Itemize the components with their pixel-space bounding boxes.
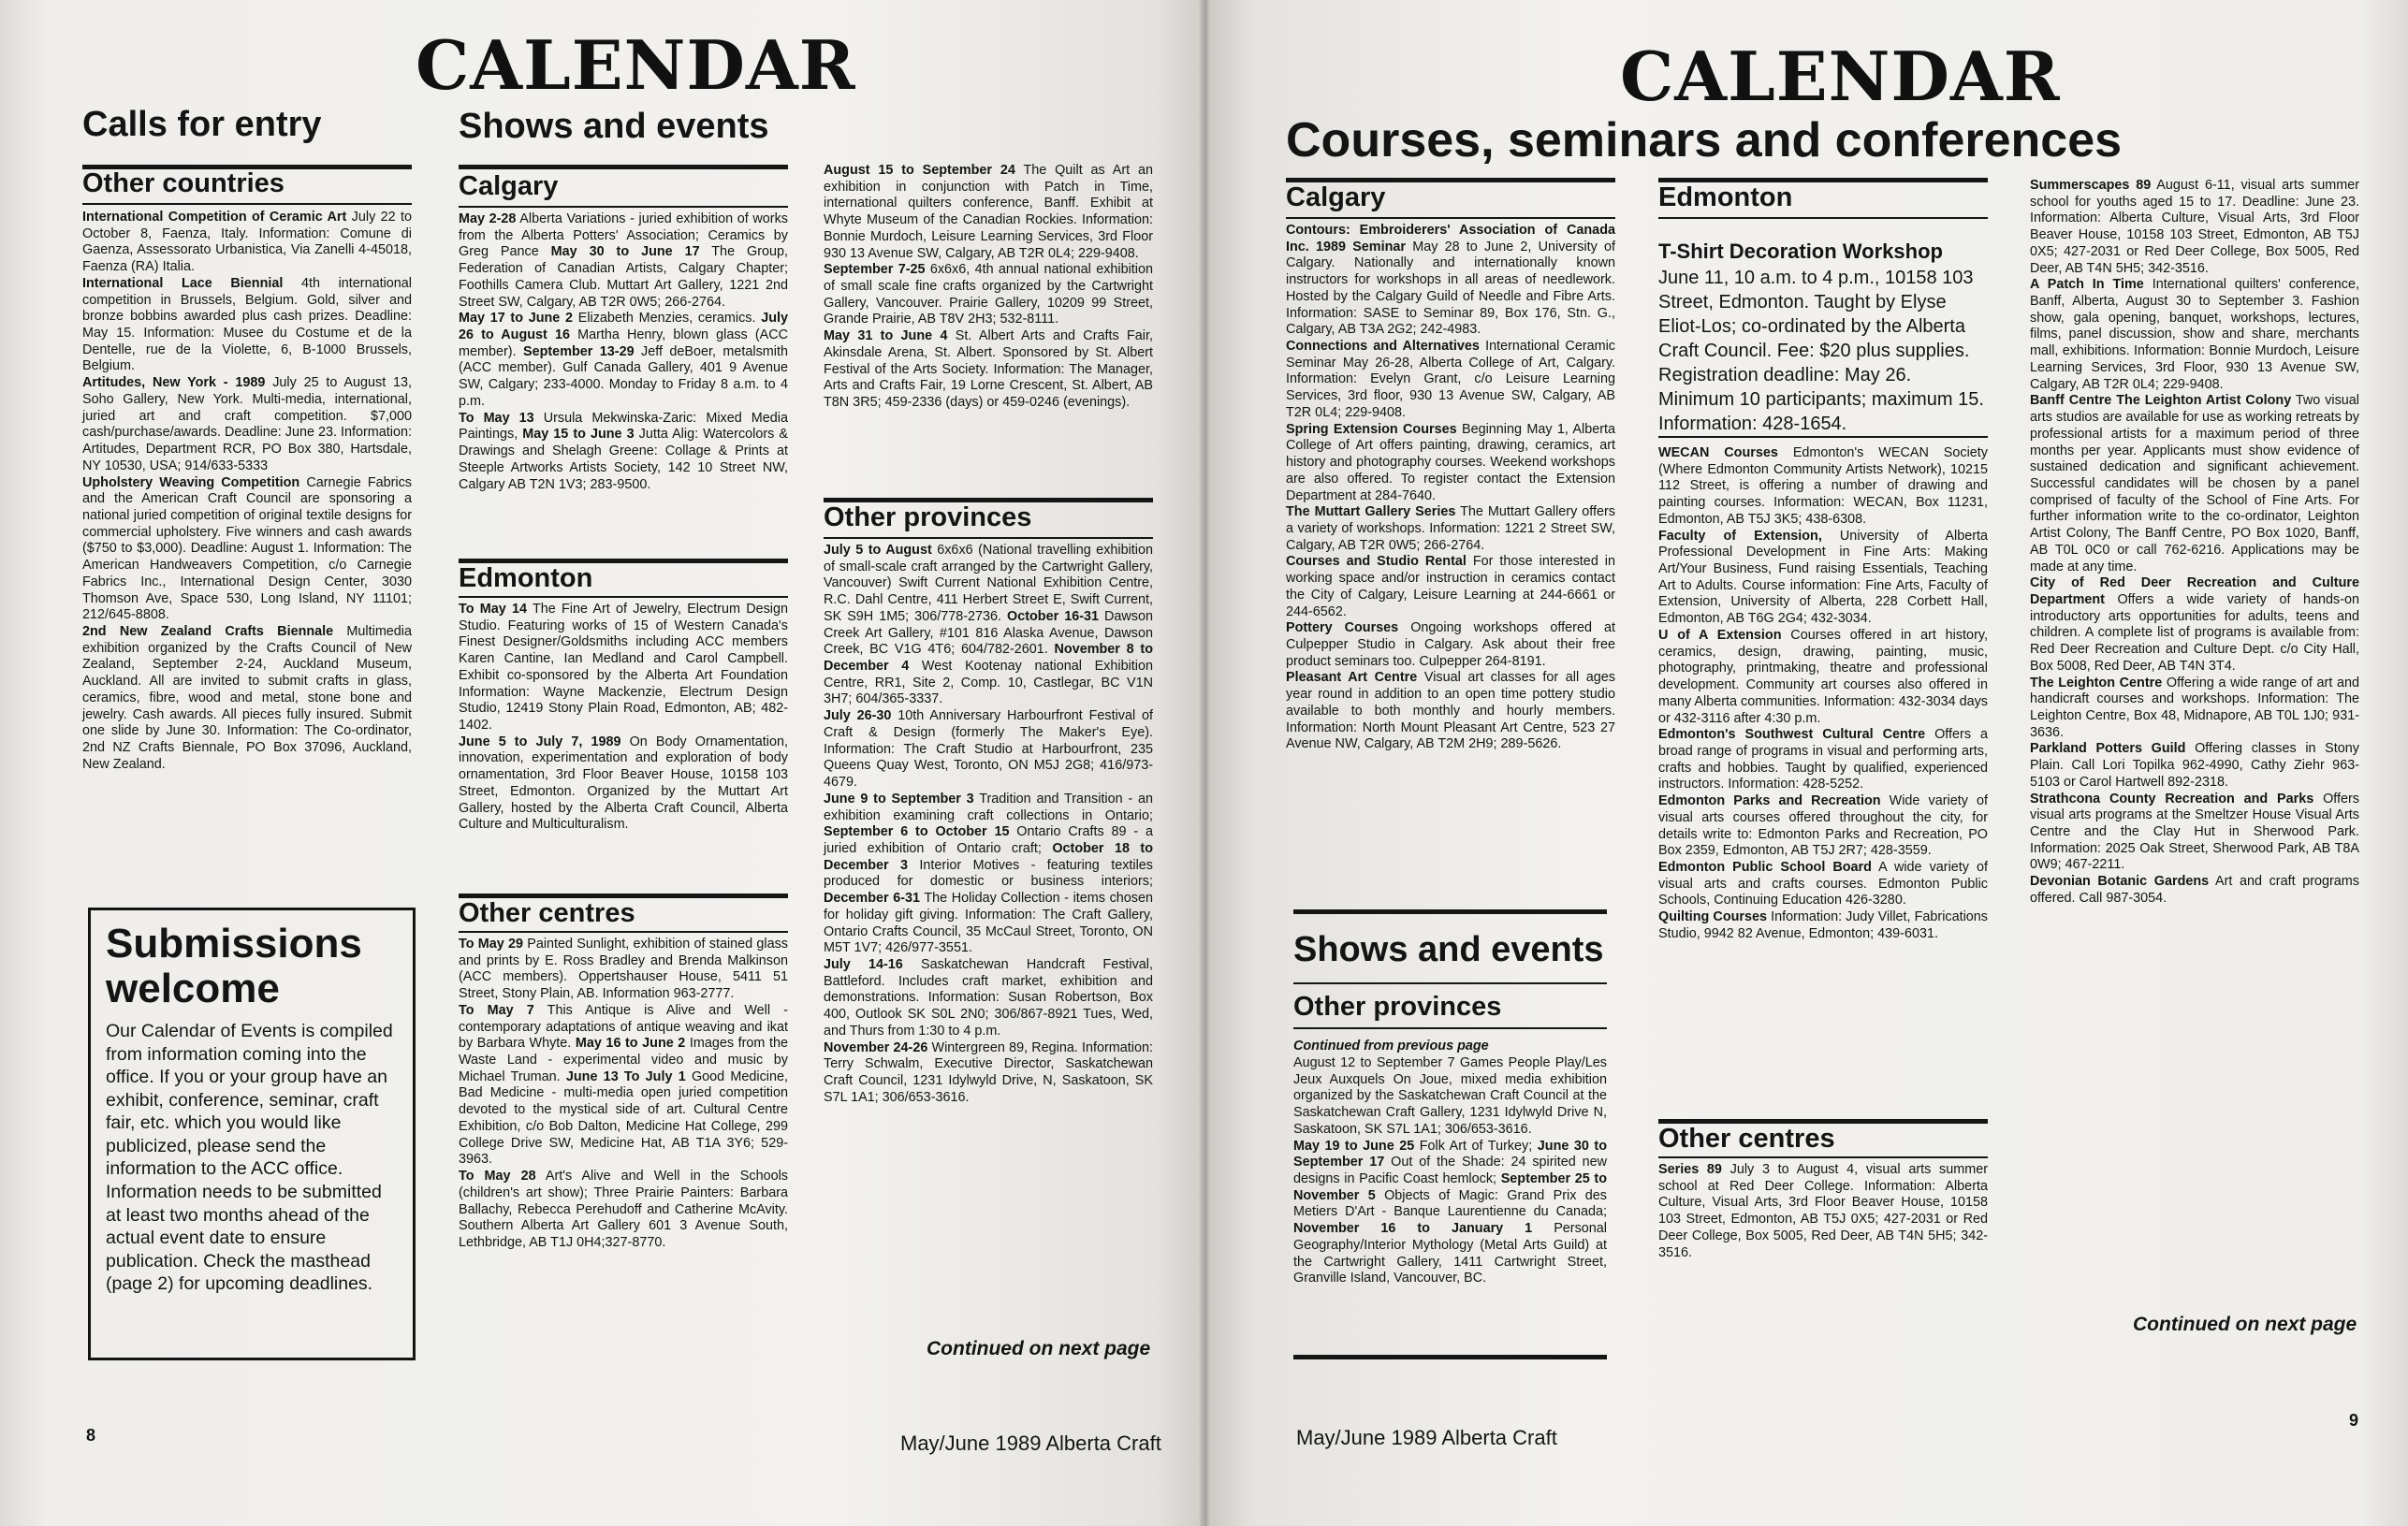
edmonton-shows-listings	[459, 602, 788, 834]
listing-entry: Edmonton's Southwest Cultural Centre Offers a broad range of programs in visual and performing arts, crafts and hobbies. Taught by qualified, experienced instructors. Information: 428-5252.	[1658, 727, 1989, 792]
right-footer: May/June 1989 Alberta Craft	[1296, 1426, 1557, 1449]
listing-entry: To May 28 Art's Alive and Well in the Schools (children's art show); Three Prairie Painters: Barbara Ballachy, Rebecca Perehudoff and Catherine McAvity. Southern Alberta Art Gallery 601 3 Avenue South, Lethbridge, AB T1J 0H4;327-8770.	[459, 1169, 788, 1250]
listing-entry: May 2-28 Alberta Variations - juried exhibition of works from the Alberta Potters' Association; Ceramics by Greg Pance May 30 to June 17 The Group, Federation of Canadian Artists, Calgary Chapter; Foothills Camera Club. Muttart Art Gallery, 1221 2nd Street SW, Calgary, AB T2R 0W5; 266-2764.	[459, 211, 788, 310]
left-footer: May/June 1989 Alberta Craft	[900, 1432, 1161, 1455]
listing-entry: Devonian Botanic Gardens Art and craft programs offered. Call 987-3054.	[2030, 874, 2359, 906]
listing-entry: May 31 to June 4 St. Albert Arts and Crafts Fair, Akinsdale Arena, St. Albert. Sponsored by St. Albert Festival of the Arts Society. Information: The Manager, Arts and Crafts Fair, 19 Lorne Crescent, St. Albert, AB T8N 3R5; 459-2336 (days) or 459-0246 (evenings).	[824, 328, 1153, 411]
listing-entry: Connections and Alternatives International Ceramic Seminar May 26-28, Alberta College of Art, Calgary. Information: Evelyn Grant, c/o Leisure Learning Services, 3rd floor, 930 13 Avenue SW, Calgary, AB T2R 0L4; 229-9408.	[1286, 339, 1615, 420]
listing-entry: November 24-26 Wintergreen 89, Regina. Information: Terry Schwalm, Executive Director, Saskatchewan Craft Council, 1231 Idylwyld Drive, N, Saskatoon, SK S7L 1A1; 306/653-3616.	[824, 1039, 1154, 1105]
listing-entry: WECAN Courses Edmonton's WECAN Society (Where Edmonton Community Artists Network), 10215 112 Street, is offering a number of drawing and painting courses. Information: WECAN, Box 11231, Edmonton, AB T5J 3K5; 438-6308.	[1658, 445, 1988, 527]
listing-entry: Artitudes, New York - 1989 July 25 to August 13, Soho Gallery, New York. Multi-media, international, juried art and craft competition. $7,000 cash/purchase/awards. Deadline: June 23. Information: Artitudes, Department RCR, PO Box 380, Hartsdale, NY 10530, USA; 914/633-5333	[82, 375, 412, 473]
other-centres-heading: Other centres	[459, 898, 635, 928]
edmonton-heading: Edmonton	[459, 563, 593, 593]
right-shows-rule	[1293, 982, 1607, 984]
listing-entry: Quilting Courses Information: Judy Villet, Fabrications Studio, 9942 82 Avenue, Edmonton; 439-6031.	[1658, 909, 1988, 941]
tshirt-workshop-text: June 11, 10 a.m. to 4 p.m., 10158 103 Street, Edmonton. Taught by Elyse Eliot-Los; co-ordinated by the Alberta Craft Council. Fee: $20 plus supplies. Registration deadline: May 26. Minimum 10 participants; maximum 15. Information: 428-1654.	[1658, 267, 1984, 434]
listing-entry: Strathcona County Recreation and Parks Offers visual arts programs at the Smeltzer House Visual Arts Centre and the Clay Hut in Sherwood Park. Information: 2025 Oak Street, Sherwood Park, AB T8A 0W9; 467-2211.	[2030, 791, 2360, 873]
listing-entry: Contours: Embroiderers' Association of Canada Inc. 1989 Seminar May 28 to June 2, University of Calgary. Nationally and internationally known instructors for workshops in all areas of needlework. Hosted by the Calgary Guild of Needle and Fibre Arts. Information: SASE to Seminar 89, Box 176, Stn. G., Calgary, AB T3A 2G2; 242-4983.	[1286, 223, 1615, 338]
listing-entry: To May 14 The Fine Art of Jewelry, Electrum Design Studio. Featuring works of 15 of Western Canada's Finest Designer/Goldsmiths including ACC members Karen Cantine, Ian Medland and Carol Campbell. Exhibit co-sponsored by the Alberta Art Foundation Information: Wayne Mackenzie, Electrum Design Studio, 12419 Stony Plain Road, Edmonton, AB; 482-1402.	[459, 602, 788, 734]
other-provinces-heading: Other provinces	[824, 502, 1032, 532]
listing-entry: To May 29 Painted Sunlight, exhibition of stained glass and prints by E. Ross Bradley and Brenda Malkinson (ACC members). Oppertshauser House, 5411 51 Street, Stony Plain, AB. Information 963-2777.	[459, 937, 788, 1002]
edmonton-courses-rule	[1658, 217, 1988, 219]
listing-entry: May 19 to June 25 Folk Art of Turkey; June 30 to September 17 Out of the Shade: 24 spirited new designs in Pacific Coast hemlock; September 25 to November 5 Objects of Magic: Grand Prix des Metiers D'Art - Banque Laurentienne du Canada; November 16 to January 1 Personal Geography/Interior Mythology (Metal Arts Guild) at the Cartwright Gallery, 1411 Cartwright Street, Granville Island, Vancouver, BC.	[1293, 1138, 1608, 1286]
submissions-title-line1: Submissions	[106, 921, 362, 966]
listing-entry: Edmonton Parks and Recreation Wide variety of visual arts courses offered throughout the city, for details write to: Edmonton Parks and Recreation, PO Box 2359, Edmonton, AB T5J 2R7; 428-3559.	[1658, 793, 1988, 859]
edmonton-courses-heading: Edmonton	[1658, 182, 1793, 212]
right-page	[1204, 0, 2408, 1526]
courses-seminars-heading: Courses, seminars and conferences	[1286, 113, 2123, 167]
listing-entry: Banff Centre The Leighton Artist Colony Two visual arts studios are available for use as working retreats by professional artists for a maximum period of three months per year. Applicants must show evidence of sustained dedication and significant achievement. Successful candidates will be chosen by a panel comprised of faculty of the School of Fine Arts. For further information write to the co-ordinator, Leighton Artist Colony, The Banff Centre, PO Box 1020, Banff, AB T0L 0C0 or call 762-6216. Applications may be made at any time.	[2030, 393, 2360, 574]
right-other-provinces-heading: Other provinces	[1293, 992, 1502, 1022]
listing-entry: Summerscapes 89 August 6-11, visual arts summer school for youths aged 15 to 17. Deadline: June 23. Information: Alberta Culture, Visual Arts, 3rd Floor Beaver House, 10158 103 Street, Edmonton, AB T5J 0X5; 427-2031 or Red Deer College, Box 5005, Red Deer, AB T4N 5H5; 342-3516.	[2030, 178, 2359, 276]
right-page-number: 9	[2349, 1411, 2359, 1430]
listing-entry: To May 7 This Antique is Alive and Well - contemporary adaptations of antique weaving and ikat by Barbara Whyte. May 16 to June 2 Images from the Waste Land - experimental video and music by Michael Truman. June 13 To July 1 Good Medicine, Bad Medicine - multi-media open juried competition devoted to the mystical side of art. Cultural Centre Exhibition, c/o Bob Dalton, Medicine Hat College, 299 College Drive SW, Medicine Hat, AB T1A 3Y6; 529-3963.	[459, 1002, 788, 1168]
left-page-number: 8	[86, 1426, 96, 1445]
edmonton-courses-listings	[1658, 445, 1988, 943]
shows-events-bottom-rule	[1293, 1355, 1607, 1359]
shows-heading-rule	[459, 165, 788, 169]
listing-entry: A Patch In Time International quilters' conference, Banff, Alberta, August 30 to September 3. Fashion show, gala opening, banquet, workshops, lectures, films, panel discussion, show and share, merchants mall, exhibitions. Information: Bonnie Murdoch, Leisure Learning Services, 3rd Floor, 930 13 Avenue SW, Calgary, AB T2R 0L4; 229-9408.	[2030, 277, 2359, 392]
other-centres-rule	[459, 931, 788, 933]
listing-entry: June 5 to July 7, 1989 On Body Ornamentation, innovation, experimentation and exploration of body ornamentation, 3rd Floor Beaver House, 10158 103 Street, Edmonton. Organized by the Muttart Art Gallery, hosted by the Alberta Craft Council, Alberta Culture and Multiculturalism.	[459, 734, 788, 833]
listing-entry: To May 13 Ursula Mekwinska-Zaric: Mixed Media Paintings, May 15 to June 3 Jutta Alig: Watercolors & Drawings and Shelagh Greene: Collage & Prints at Steeple Artworks Artists Society, 142 10 Street NW, Calgary AB T2N 1V3; 283-9500.	[459, 410, 788, 492]
listing-entry: 2nd New Zealand Crafts Biennale Multimedia exhibition organized by the Crafts Council of New Zealand, September 2-24, Auckland Museum, Auckland. All are invited to submit crafts in glass, ceramics, fibre, wood and metal, stone bone and jewelry. Cash awards. All pieces fully insured. Submit one slide by June 30. Information: The Co-ordinator, 2nd NZ Crafts Biennale, PO Box 37096, Auckland, New Zealand.	[82, 623, 413, 772]
listing-entry: The Leighton Centre Offering a wide range of art and handicraft courses and workshops. Information: The Leighton Centre, Box 48, Midnapore, AB T0L 1J0; 931-3636.	[2030, 675, 2359, 740]
right-shows-and-events-heading: Shows and events	[1293, 930, 1604, 969]
calgary-heading: Calgary	[459, 171, 559, 201]
shows-events-top-rule	[1293, 909, 1607, 914]
alberta-shows-listings	[824, 163, 1153, 412]
submissions-title-line2: welcome	[106, 965, 280, 1011]
listing-entry: August 15 to September 24 The Quilt as Art an exhibition in conjunction with Patch in Time, international quilters conference, Banff. Exhibit at Whyte Museum of the Canadian Rockies. Information: Bonnie Murdoch, Leisure Learning Services, 3rd Floor 930 13 Avenue SW, Calgary, AB T2R 0L4; 229-9408.	[824, 163, 1154, 261]
other-provinces-rule	[824, 537, 1153, 539]
listing-entry: Edmonton Public School Board A wide variety of visual arts and crafts courses. Edmonton Public Schools, Continuing Education 426-3280.	[1658, 859, 1988, 908]
listing-entry: Courses and Studio Rental For those interested in working space and/or instruction in ceramics contact the City of Calgary, Leisure Learning at 244-6661 or 244-6562.	[1286, 554, 1616, 619]
listing-entry: August 12 to September 7 Games People Play/Les Jeux Auxquels On Joue, mixed media exhibition organized by the Saskatchewan Craft Council at the Saskatchewan Craft Gallery, 1231 Idylwyld Drive N, Saskatoon, SK S7L 1A1; 306/653-3616.	[1293, 1055, 1607, 1137]
calgary-courses-heading: Calgary	[1286, 182, 1386, 212]
submissions-text: Our Calendar of Events is compiled from information coming into the office. If you or your group have an exhibit, conference, seminar, craft fair, etc. which you would like publicized, please send the information to the ACC office. Information needs to be submitted at least two months ahead of the actual event date to ensure publication. Check the masthead (page 2) for upcoming deadlines.	[106, 1021, 393, 1295]
other-countries-listings	[82, 210, 412, 773]
tshirt-workshop-title: T-Shirt Decoration Workshop	[1658, 240, 1943, 263]
tshirt-workshop-feature	[1658, 239, 1988, 436]
submissions-box	[88, 908, 416, 1360]
listing-entry: U of A Extension Courses offered in art history, ceramics, design, drawing, painting, music, photography, printmaking, theatre and professional development. Community art courses also offered in many Alberta communities. Information: 432-3034 days or 432-3116 after 4:30 p.m.	[1658, 627, 1988, 726]
right-other-provinces-listings	[1293, 1055, 1607, 1287]
feature-bottom-rule	[1658, 436, 1988, 438]
listing-entry: City of Red Deer Recreation and Culture Department Offers a wide variety of hands-on introductory arts opportunities for adults, teens and children. A complete list of programs is available from: Red Deer Recreation and Culture Dept. c/o City Hall, Box 5008, Red Deer, AB T4N 3T4.	[2030, 575, 2359, 674]
left-continued-note: Continued on next page	[927, 1338, 1151, 1359]
listing-entry: May 17 to June 2 Elizabeth Menzies, ceramics. July 26 to August 16 Martha Henry, blown glass (ACC member). September 13-29 Jeff deBoer, metalsmith (ACC member). Gulf Canada Gallery, 401 9 Avenue SW, Calgary; 233-4000. Monday to Friday 8 a.m. to 4 p.m.	[459, 311, 789, 409]
continued-from-previous-text: Continued from previous page	[1293, 1039, 1489, 1054]
listing-entry: Faculty of Extension, University of Alberta Professional Development in Fine Arts: Making Art/Your Business, Fund raising Essentials, Teaching Art to Adults. Course information: Fine Arts, Faculty of Extension, University of Alberta, 228 Corbett Hall, Edmonton, AB T6G 2G4; 432-3034.	[1658, 528, 1989, 627]
other-centres-courses-listings	[1658, 1162, 1988, 1261]
listing-entry: July 26-30 10th Anniversary Harbourfront Festival of Craft & Design (formerly The Maker's Eye). Information: The Craft Studio at Harbourfront, 235 Queens Quay West, Toronto, ON M5J 2G8; 416/973-4679.	[824, 708, 1153, 791]
other-provinces-shows-listings	[824, 543, 1153, 1106]
listing-entry: September 7-25 6x6x6, 4th annual national exhibition of small scale fine crafts organized by the Cartwright Gallery, Vancouver. Prairie Gallery, 10209 99 Street, Grande Prairie, AB T8V 2H3; 532-8111.	[824, 262, 1153, 327]
listing-entry: Pleasant Art Centre Visual art classes for all ages year round in addition to an open time pottery studio available to both monthly and hourly members. Information: North Mount Pleasant Art Centre, 523 27 Avenue NW, Calgary, AB T2M 2H9; 289-5626.	[1286, 670, 1615, 752]
other-countries-rule	[82, 203, 412, 205]
more-courses-listings	[2030, 178, 2359, 908]
listing-entry: June 9 to September 3 Tradition and Transition - an exhibition examining craft collections in Ontario; September 6 to October 15 Ontario Crafts 89 - a juried exhibition of Ontario craft; October 18 to December 3 Interior Motives - featuring textiles produced for domestic or business interiors; December 6-31 The Holiday Collection - items chosen for holiday gift giving. Information: The Craft Gallery, Ontario Crafts Council, 35 McCaul Street, Toronto, ON M5T 1V7; 426/977-3551.	[824, 791, 1153, 956]
listing-entry: Spring Extension Courses Beginning May 1, Alberta College of Art offers painting, drawing, ceramics, art history and photography courses. Weekend workshops are also offered. To register contact the Extension Department at 284-7640.	[1286, 421, 1616, 503]
listing-entry: Parkland Potters Guild Offering classes in Stony Plain. Call Lori Topilka 962-4990, Cathy Ziehr 963-5103 or Carol Hartwell 892-2318.	[2030, 741, 2359, 790]
listing-entry: The Muttart Gallery Series The Muttart Gallery offers a variety of workshops. Information: 1221 2 Street SW, Calgary, AB T2R 0W5; 266-2764.	[1286, 504, 1615, 553]
right-continued-note: Continued on next page	[2133, 1314, 2357, 1335]
calls-for-entry-heading: Calls for entry	[82, 105, 322, 144]
calgary-courses-listings	[1286, 223, 1615, 753]
calgary-shows-listings	[459, 211, 788, 493]
listing-entry: Upholstery Weaving Competition Carnegie Fabrics and the American Craft Council are sponsoring a national juried competition of original textile designs for commercial upholstery. Five winners and cash awards ($750 to $3,000). Deadline: August 1. Information: The American Handweavers Competition, c/o Carnegie Fabrics Inc., International Design Center, 3030 Thomson Ave, Space 530, Long Island, NY 11101; 212/645-8808.	[82, 474, 412, 623]
listing-entry: International Lace Biennial 4th international competition in Brussels, Belgium. Gold, silver and bronze bobbins awarded plus cash prizes. Deadline: May 15. Information: Musee du Costume et de la Dentelle, rue de la Violette, 6, B-1000 Brussels, Belgium.	[82, 275, 412, 374]
other-centres-shows-listings	[459, 937, 788, 1252]
edmonton-rule	[459, 596, 788, 598]
listing-entry: Pottery Courses Ongoing workshops offered at Culpepper Studio in Calgary. Ask about their free product seminars too. Culpepper 264-8191.	[1286, 620, 1615, 669]
other-centres-courses-heading: Other centres	[1658, 1124, 1835, 1154]
listing-entry: International Competition of Ceramic Art July 22 to October 8, Faenza, Italy. Information: Comune di Gaenza, Assessorato Urbanistica, Via Zanelli 4-45018, Faenza (RA) Italia.	[82, 210, 412, 275]
left-masthead: CALENDAR	[416, 25, 856, 105]
calgary-rule	[459, 206, 788, 208]
shows-and-events-heading: Shows and events	[459, 107, 769, 146]
right-other-provinces-rule	[1293, 1027, 1607, 1029]
other-centres-courses-rule	[1658, 1156, 1988, 1158]
continued-from-previous	[1293, 1039, 1607, 1055]
other-countries-heading: Other countries	[82, 168, 285, 198]
right-masthead: CALENDAR	[1620, 36, 2061, 116]
listing-entry: Series 89 July 3 to August 4, visual arts summer school at Red Deer College. Information: Alberta Culture, Visual Arts, 3rd Floor Beaver House, 10158 103 Street, Edmonton, AB T5J 0X5; 427-2031 or Red Deer College, Box 5005, Red Deer, AB T4N 5H5; 342-3516.	[1658, 1162, 1989, 1260]
listing-entry: July 5 to August 6x6x6 (National travelling exhibition of small-scale craft arranged by the Cartwright Gallery, Vancouver) Swift Current National Exhibition Centre, R.C. Dahl Centre, 411 Herbert Street E, Swift Current, SK S9H 1M5; 306/778-2736. October 16-31 Dawson Creek Art Gallery, #101 816 Alaska Avenue, Dawson Creek, BC V1G 4T6; 604/782-2601. November 8 to December 4 West Kootenay national Exhibition Centre, RR1, Site 2, Comp. 10, Castlegar, BC V1N 3H7; 604/365-3337.	[824, 543, 1153, 707]
calgary-courses-rule	[1286, 217, 1615, 219]
listing-entry: July 14-16 Saskatchewan Handcraft Festival, Battleford. Includes craft market, exhibition and demonstrations. Information: Susan Robertson, Box 400, Outlook SK S0L 2N0; 306/867-8921 Tues, Wed, and Thurs from 1:30 to 4 p.m.	[824, 956, 1153, 1039]
spread-gutter-shadow	[1199, 0, 1210, 1526]
